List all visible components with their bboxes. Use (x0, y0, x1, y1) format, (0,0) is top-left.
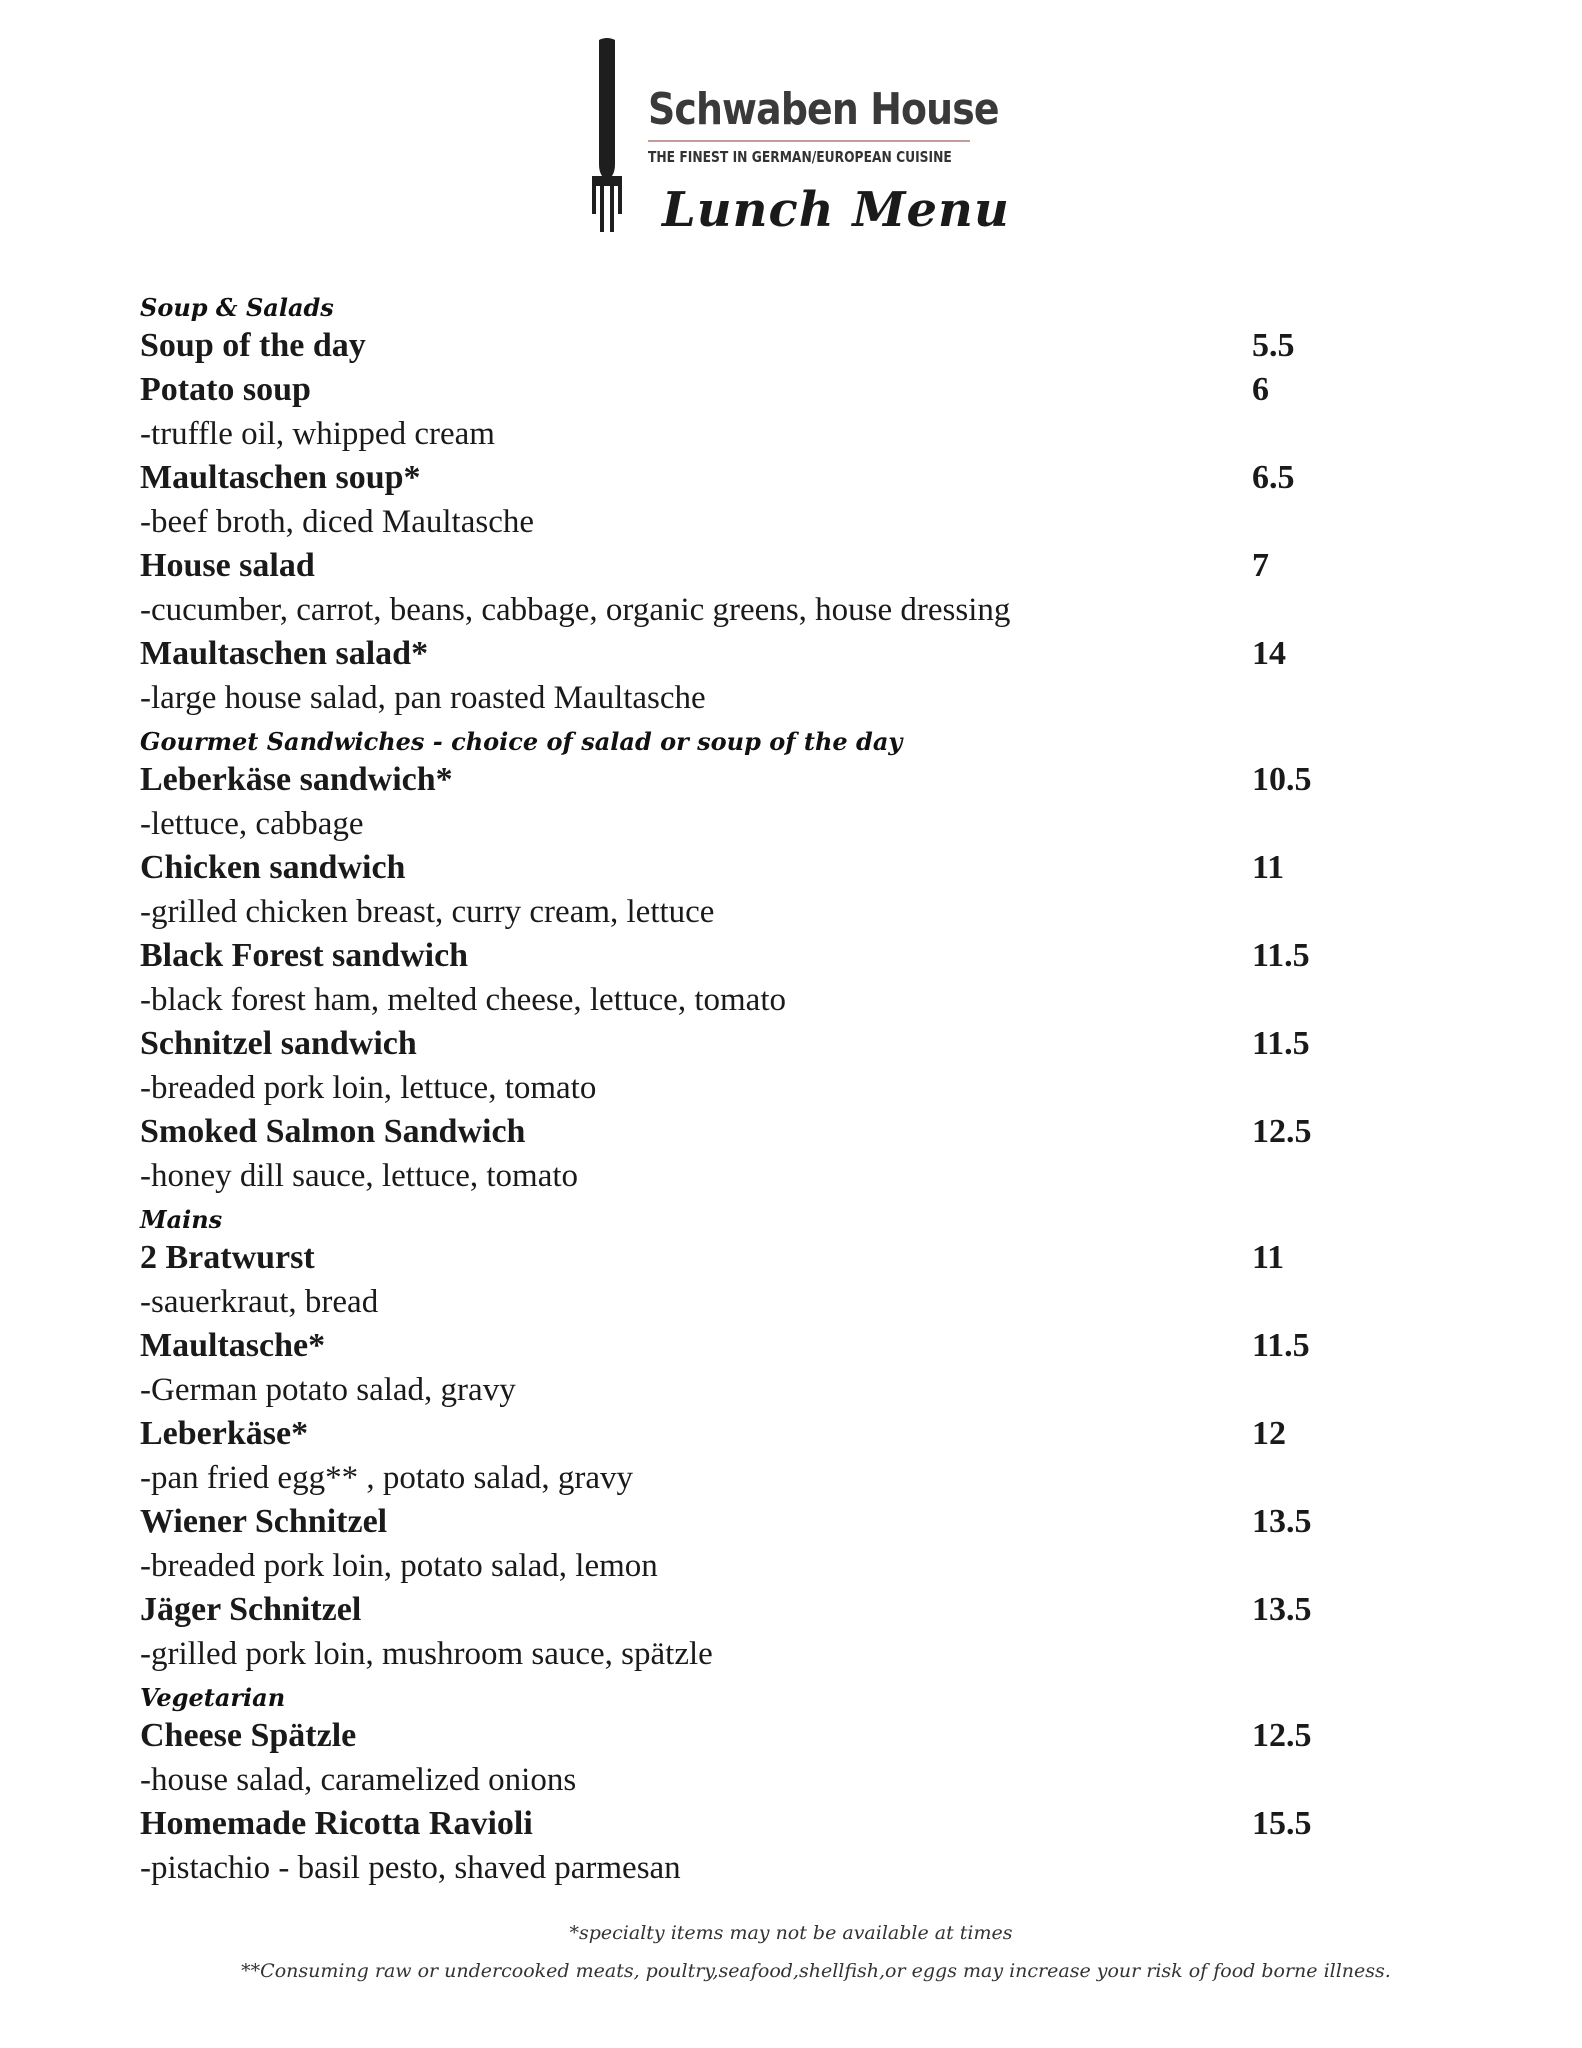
item-name: Black Forest sandwich (140, 937, 469, 974)
item-price: 12.5 (1252, 1113, 1312, 1150)
item-name: Maultaschen soup* (140, 459, 421, 496)
section-title-mains: Mains (140, 1205, 223, 1234)
menu-header (590, 36, 1010, 246)
section-title-sandwiches: Gourmet Sandwiches - choice of salad or soup of the day (140, 727, 903, 756)
item-description: -honey dill sauce, lettuce, tomato (140, 1158, 579, 1194)
menu-item (140, 846, 1380, 890)
item-description: -truffle oil, whipped cream (140, 416, 495, 452)
item-price: 15.5 (1252, 1805, 1312, 1842)
item-description: -house salad, caramelized onions (140, 1762, 577, 1798)
menu-item (140, 1714, 1380, 1758)
menu-item (140, 1110, 1380, 1154)
item-description: -lettuce, cabbage (140, 806, 364, 842)
menu-item (140, 368, 1380, 412)
item-price: 13.5 (1252, 1503, 1312, 1540)
item-description: -pan fried egg** , potato salad, gravy (140, 1460, 634, 1496)
item-description: -breaded pork loin, potato salad, lemon (140, 1548, 658, 1584)
fork-icon (590, 36, 624, 236)
section-title-soup-salads: Soup & Salads (140, 293, 334, 322)
item-name: Schnitzel sandwich (140, 1025, 417, 1062)
item-price: 6 (1252, 371, 1269, 408)
item-price: 12.5 (1252, 1717, 1312, 1754)
item-name: 2 Bratwurst (140, 1239, 315, 1276)
item-name: Maultasche* (140, 1327, 326, 1364)
footnote-specialty: *specialty items may not be available at times (569, 1922, 1013, 1944)
item-price: 5.5 (1252, 327, 1295, 364)
menu-item (140, 544, 1380, 588)
item-description: -large house salad, pan roasted Maultasche (140, 680, 706, 716)
menu-title: Lunch Menu (662, 182, 1010, 238)
item-description: -beef broth, diced Maultasche (140, 504, 535, 540)
item-price: 11.5 (1252, 937, 1310, 974)
menu-body (140, 286, 1380, 1890)
item-description: -pistachio - basil pesto, shaved parmesan (140, 1850, 681, 1886)
brand-divider (648, 140, 970, 142)
menu-item (140, 456, 1380, 500)
item-name: Smoked Salmon Sandwich (140, 1113, 526, 1150)
item-description: -grilled chicken breast, curry cream, lettuce (140, 894, 715, 930)
menu-item (140, 1324, 1380, 1368)
item-name: Cheese Spätzle (140, 1717, 357, 1754)
footnotes (0, 1914, 1582, 1990)
menu-item (140, 1412, 1380, 1456)
menu-item (140, 1500, 1380, 1544)
menu-item (140, 1588, 1380, 1632)
footnote-food-safety: **Consuming raw or undercooked meats, poultry,seafood,shellfish,or eggs may increase your risk of food borne illness. (241, 1960, 1391, 1982)
menu-item (140, 1022, 1380, 1066)
brand-name: Schwaben House (648, 84, 999, 135)
item-description: -sauerkraut, bread (140, 1284, 379, 1320)
item-price: 11 (1252, 849, 1285, 886)
item-name: Wiener Schnitzel (140, 1503, 388, 1540)
item-name: House salad (140, 547, 315, 584)
section-title-vegetarian: Vegetarian (140, 1683, 286, 1712)
item-name: Jäger Schnitzel (140, 1591, 362, 1628)
brand-tagline: THE FINEST IN GERMAN/EUROPEAN CUISINE (648, 148, 952, 166)
item-price: 11.5 (1252, 1025, 1310, 1062)
item-price: 12 (1252, 1415, 1286, 1452)
menu-item (140, 1236, 1380, 1280)
item-description: -grilled pork loin, mushroom sauce, spätzle (140, 1636, 713, 1672)
menu-item (140, 324, 1380, 368)
item-price: 11.5 (1252, 1327, 1310, 1364)
item-price: 13.5 (1252, 1591, 1312, 1628)
item-description: -German potato salad, gravy (140, 1372, 516, 1408)
item-price: 7 (1252, 547, 1269, 584)
menu-item (140, 632, 1380, 676)
item-name: Homemade Ricotta Ravioli (140, 1805, 533, 1842)
item-name: Leberkäse sandwich* (140, 761, 453, 798)
item-name: Leberkäse* (140, 1415, 309, 1452)
item-description: -breaded pork loin, lettuce, tomato (140, 1070, 597, 1106)
item-description: -cucumber, carrot, beans, cabbage, organic greens, house dressing (140, 592, 1011, 628)
menu-item (140, 758, 1380, 802)
item-price: 11 (1252, 1239, 1285, 1276)
menu-item (140, 1802, 1380, 1846)
item-price: 14 (1252, 635, 1286, 672)
item-name: Chicken sandwich (140, 849, 406, 886)
menu-item (140, 934, 1380, 978)
item-name: Soup of the day (140, 327, 366, 364)
item-name: Potato soup (140, 371, 311, 408)
item-description: -black forest ham, melted cheese, lettuce, tomato (140, 982, 786, 1018)
item-price: 6.5 (1252, 459, 1295, 496)
item-price: 10.5 (1252, 761, 1312, 798)
item-name: Maultaschen salad* (140, 635, 429, 672)
